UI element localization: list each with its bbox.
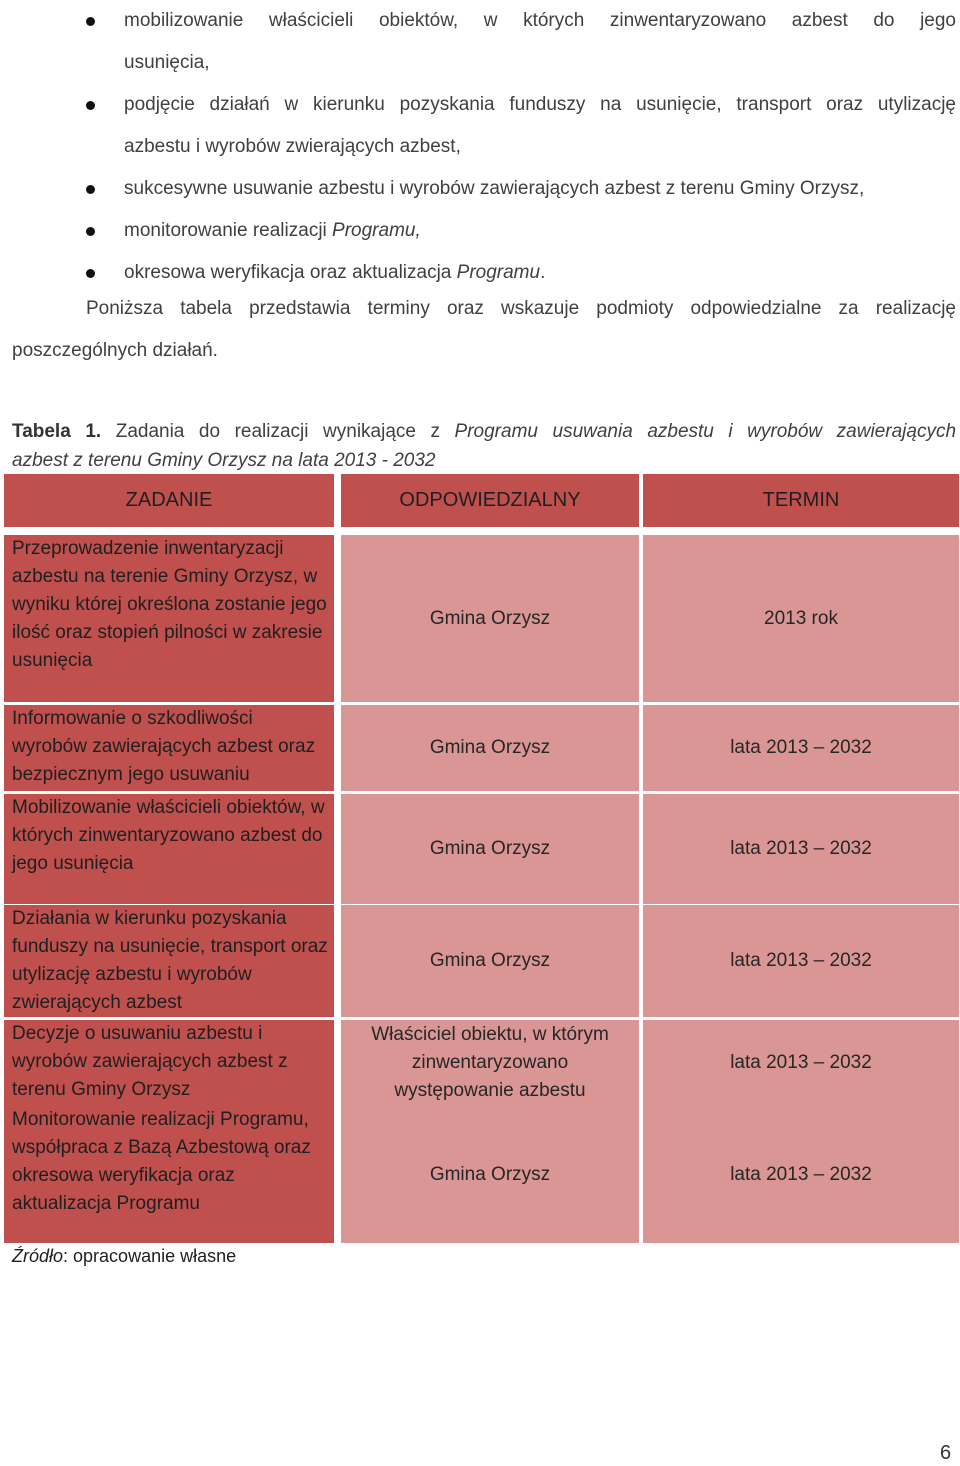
caption-label: Tabela 1.: [12, 421, 102, 442]
table-row: [4, 1020, 959, 1106]
header-responsible: ODPOWIEDZIALNY: [341, 474, 639, 527]
paragraph-line: poszczególnych działań.: [12, 340, 218, 361]
caption-italic: Programu usuwania azbestu i wyrobów zawierających: [454, 421, 957, 442]
list-item-line: usunięcia,: [124, 52, 210, 73]
task-cell: Informowanie o szkodliwości wyrobów zawierających azbest oraz bezpiecznym jego usuwaniu: [4, 705, 334, 791]
bullet-icon: [86, 227, 95, 236]
bullet-icon: [86, 185, 95, 194]
list-item-italic: Programu: [456, 262, 541, 283]
list-item: [0, 0, 960, 84]
table-row: [4, 794, 959, 904]
term-cell: lata 2013 – 2032: [643, 1020, 959, 1106]
table-caption: [12, 417, 956, 475]
caption-text: Zadania do realizacji wynikające z: [101, 421, 455, 442]
responsible-cell: Właściciel obiektu, w którym zinwentaryzowano występowanie azbestu: [341, 1020, 639, 1106]
responsible-cell: Gmina Orzysz: [341, 1106, 639, 1243]
list-item-line: podjęcie działań w kierunku pozyskania funduszy na usunięcie, transport oraz utylizację: [124, 94, 956, 115]
responsible-cell: Gmina Orzysz: [341, 794, 639, 904]
list-item-text: sukcesywne usuwanie azbestu i wyrobów zawierających azbest z terenu Gminy Orzysz,: [124, 178, 865, 199]
list-item: [0, 168, 960, 210]
source-text: : opracowanie własne: [63, 1246, 237, 1266]
bullet-icon: [86, 101, 95, 110]
paragraph-line: Poniższa tabela przedstawia terminy oraz wskazuje podmioty odpowiedzialne za realizację: [86, 298, 956, 319]
header-task: ZADANIE: [4, 474, 334, 527]
table-row: [4, 535, 959, 702]
task-cell: Działania w kierunku pozyskania funduszy na usunięcie, transport oraz utylizację azbestu i wyrobów zwierających azbest: [4, 905, 334, 1017]
list-item-line: mobilizowanie właścicieli obiektów, w których zinwentaryzowano azbest do jego: [124, 10, 956, 31]
list-item-text: okresowa weryfikacja oraz aktualizacja: [124, 262, 457, 283]
list-item-text: monitorowanie realizacji: [124, 220, 333, 241]
table-row: [4, 705, 959, 791]
bullet-list: [0, 0, 960, 294]
caption-italic: azbest z terenu Gminy Orzysz na lata 2013 - 2032: [12, 450, 436, 471]
responsible-cell: Gmina Orzysz: [341, 535, 639, 702]
term-cell: 2013 rok: [643, 535, 959, 702]
term-cell: lata 2013 – 2032: [643, 1106, 959, 1243]
table-source: [12, 1246, 236, 1267]
list-item-line: azbestu i wyrobów zwierających azbest,: [124, 136, 461, 157]
term-cell: lata 2013 – 2032: [643, 905, 959, 1017]
list-item-italic: Programu,: [332, 220, 421, 241]
responsible-cell: Gmina Orzysz: [341, 705, 639, 791]
task-cell: Mobilizowanie właścicieli obiektów, w których zinwentaryzowano azbest do jego usunięcia: [4, 794, 334, 904]
term-cell: lata 2013 – 2032: [643, 794, 959, 904]
list-item-suffix: .: [540, 262, 546, 283]
task-cell: Przeprowadzenie inwentaryzacji azbestu na terenie Gminy Orzysz, w wyniku której określona zostanie jego ilość oraz stopień pilności w zakresie usunięcia: [4, 535, 334, 702]
source-label: Źródło: [12, 1246, 64, 1266]
task-cell: Decyzje o usuwaniu azbestu i wyrobów zawierających azbest z terenu Gminy Orzysz: [4, 1020, 334, 1106]
list-item: [0, 84, 960, 168]
table-row: [4, 905, 959, 1017]
term-cell: lata 2013 – 2032: [643, 705, 959, 791]
bullet-icon: [86, 269, 95, 278]
list-item: [0, 210, 960, 252]
bullet-icon: [86, 17, 95, 26]
responsible-cell: Gmina Orzysz: [341, 905, 639, 1017]
page-number: 6: [940, 1442, 952, 1464]
intro-paragraph: [12, 288, 956, 372]
header-term: TERMIN: [643, 474, 959, 527]
table-row: [4, 1106, 959, 1243]
task-cell: Monitorowanie realizacji Programu, współpraca z Bazą Azbestową oraz okresowa weryfikacja oraz aktualizacja Programu: [4, 1106, 334, 1243]
